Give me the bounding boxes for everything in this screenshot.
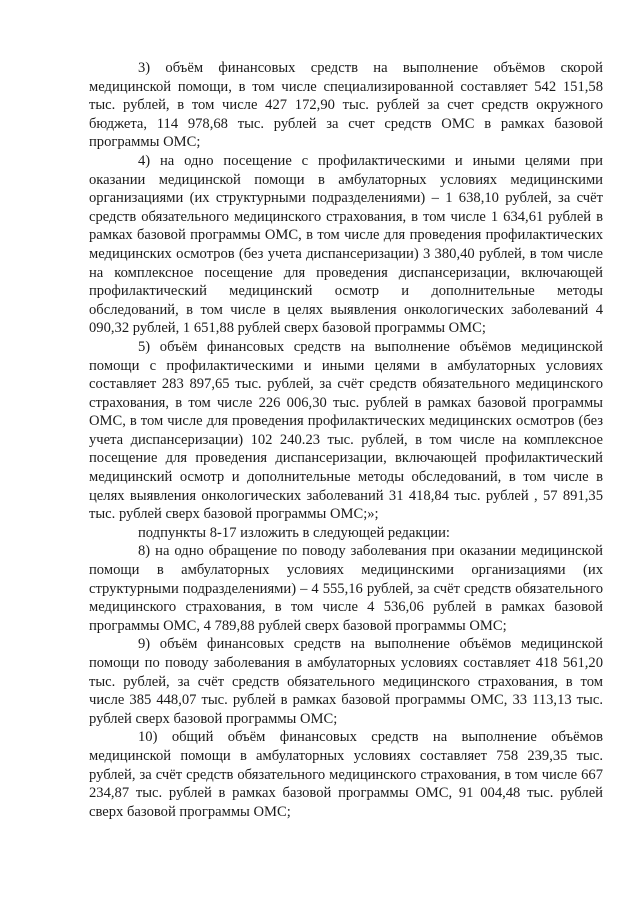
paragraph-instruction: подпункты 8-17 изложить в следующей редакции: <box>138 524 450 541</box>
paragraph-item-10: 10) общий объём финансовых средств на выполнение объёмов медицинской помощи в амбулаторных условиях составляет 758 239,35 тыс. рублей, за счёт средств обязательного медицинского страхования, в том числе 667 234,87 тыс. рублей в рамках базовой программы ОМС, 91 004,48 тыс. рублей сверх базовой программы ОМС; <box>89 729 603 820</box>
paragraph-item-5: 5) объём финансовых средств на выполнение объёмов медицинской помощи с профилактическими и иными целями в амбулаторных условиях составляет 283 897,65 тыс. рублей, за счёт средств обязательного медицинского страхования, в том числе 226 006,30 тыс. рублей в рамках базовой программы ОМС, в том числе для проведения профилактических медицинских осмотров (без учета диспансеризации) 102 240.23 тыс. рублей, в том числе на комплексное посещение для проведения диспансеризации, включающей профилактический медицинский осмотр и дополнительные методы обследований, в том числе в целях выявления онкологических заболеваний 31 418,84 тыс. рублей , 57 891,35 тыс. рублей сверх базовой программы ОМС;»; <box>89 338 603 523</box>
paragraph-item-3: 3) объём финансовых средств на выполнение объёмов скорой медицинской помощи, в том числе специализированной составляет 542 151,58 тыс. рублей, в том числе 427 172,90 тыс. рублей за счет средств окружного бюджета, 114 978,68 тыс. рублей за счет средств ОМС в рамках базовой программы ОМС; <box>89 60 603 151</box>
paragraph-item-9: 9) объём финансовых средств на выполнение объёмов медицинской помощи по поводу заболевания в амбулаторных условиях составляет 418 561,20 тыс. рублей, за счёт средств обязательного медицинского страхования, в том числе 385 448,07 тыс. рублей в рамках базовой программы ОМС, 33 113,13 тыс. рублей сверх базовой программы ОМС; <box>89 636 603 727</box>
paragraph-item-4: 4) на одно посещение с профилактическими и иными целями при оказании медицинской помощи в амбулаторных условиях медицинскими организациями (их структурными подразделениями) – 1 638,10 рублей, за счёт средств обязательного медицинского страхования, в том числе 1 634,61 рублей в рамках базовой программы ОМС, в том числе для проведения профилактических медицинских осмотров (без учета диспансеризации) 3 380,40 рублей, в том числе на комплексное посещение для проведения диспансеризации, включающей профилактический медицинский осмотр и дополнительные методы обследований, в том числе в целях выявления онкологических заболеваний 4 090,32 рублей, 1 651,88 рублей сверх базовой программы ОМС; <box>89 152 603 337</box>
document-page <box>89 59 603 821</box>
paragraph-item-8: 8) на одно обращение по поводу заболевания при оказании медицинской помощи в амбулаторных условиях медицинскими организациями (их структурными подразделениями) – 4 555,16 рублей, за счёт средств обязательного медицинского страхования, в том числе 4 536,06 рублей в рамках базовой программы ОМС, 4 789,88 рублей сверх базовой программы ОМС; <box>89 543 603 634</box>
